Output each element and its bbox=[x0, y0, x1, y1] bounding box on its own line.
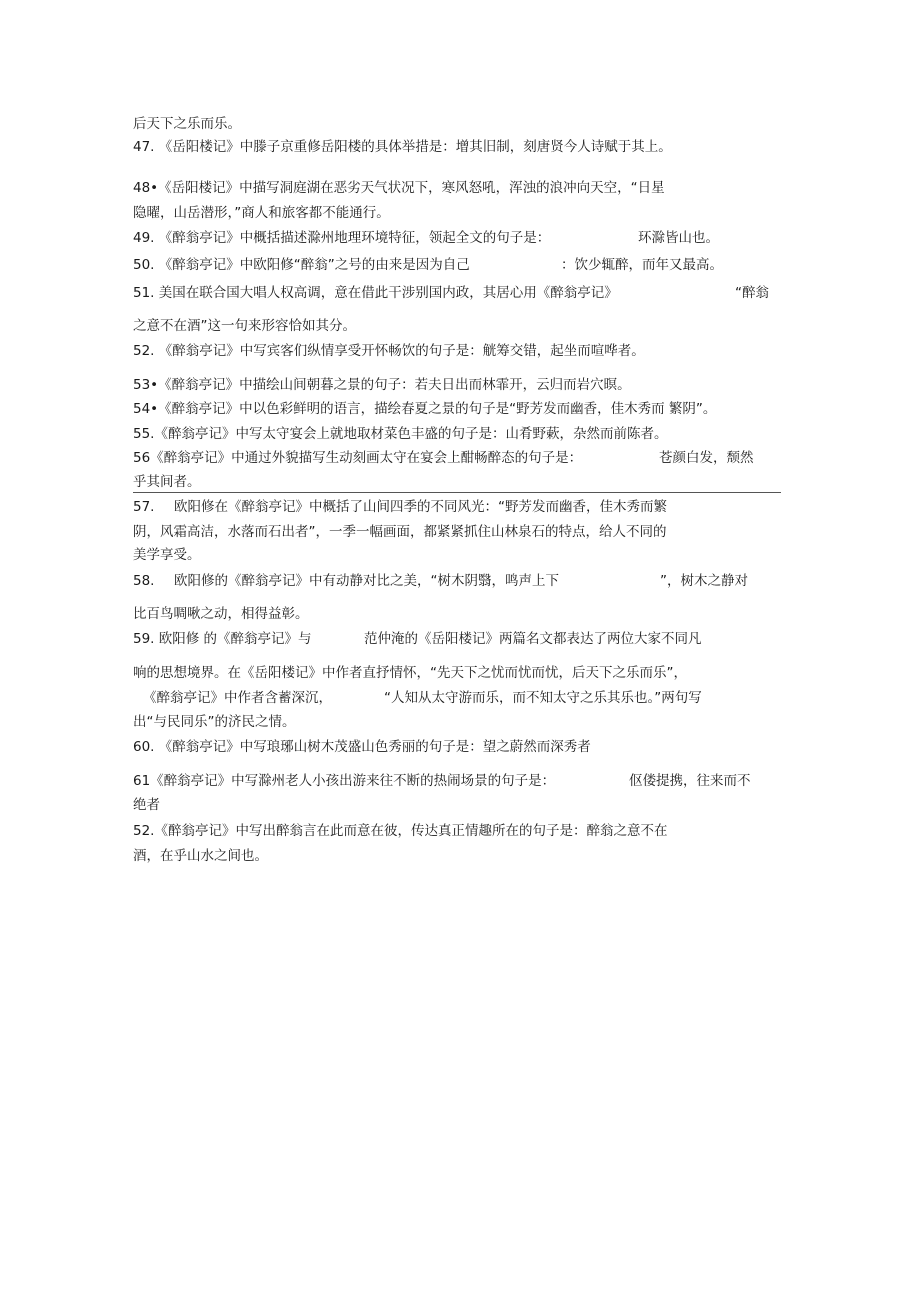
text-line bbox=[133, 343, 645, 359]
text-line-tail bbox=[364, 631, 702, 647]
text-line-tail bbox=[735, 285, 769, 301]
text-line-tail bbox=[638, 230, 719, 246]
line-text: 47. 《岳阳楼记》中滕子京重修岳阳楼的具体举措是：增其旧制，刻唐贤今人诗赋于其上。 bbox=[133, 139, 672, 155]
line-text: 出“与民同乐”的济民之情。 bbox=[133, 714, 296, 730]
line-text: 52.《醉翁亭记》中写出醉翁言在此而意在彼，传达真正情趣所在的句子是：醉翁之意不在 bbox=[133, 823, 668, 839]
text-line-tail bbox=[384, 690, 702, 706]
line-text: 欧阳修的《醉翁亭记》中有动静对比之美，“树木阴翳，鸣声上下 bbox=[174, 573, 559, 589]
text-line bbox=[133, 773, 555, 789]
line-text: 《醉翁亭记》中作者含蓄深沉， bbox=[143, 690, 332, 706]
item-number: 58. bbox=[133, 573, 155, 589]
line-text: 欧阳修在《醉翁亭记》中概括了山间四季的不同风光：“野芳发而幽香，佳木秀而繁 bbox=[174, 499, 667, 515]
text-line bbox=[133, 116, 241, 132]
line-text: 59. 欧阳修 的《醉翁亭记》与 bbox=[133, 631, 312, 647]
text-line bbox=[133, 547, 201, 563]
text-line bbox=[133, 631, 312, 647]
text-line bbox=[133, 573, 154, 589]
text-line bbox=[133, 257, 470, 273]
text-line bbox=[133, 797, 160, 813]
text-line-tail bbox=[660, 573, 748, 589]
line-text: 54•《醉翁亭记》中以色彩鲜明的语言，描绘春夏之景的句子是“野芳发而幽香，佳木秀而 繁阴”。 bbox=[133, 401, 717, 417]
line-text: 48•《岳阳楼记》中描写洞庭湖在恶劣天气状况下，寒风怒吼，浑浊的浪冲向天空，“日星 bbox=[133, 180, 665, 196]
line-text: 后天下之乐而乐。 bbox=[133, 116, 241, 132]
line-text: 50. 《醉翁亭记》中欧阳修“醉翁”之号的由来是因为自己 bbox=[133, 257, 470, 273]
text-line bbox=[133, 665, 687, 681]
text-line bbox=[133, 606, 309, 622]
line-text: 乎其间者。 bbox=[133, 474, 201, 490]
line-text: 55.《醉翁亭记》中写太守宴会上就地取材菜色丰盛的句子是：山肴野蔌，杂然而前陈者。 bbox=[133, 426, 668, 442]
text-line bbox=[133, 285, 618, 301]
text-line bbox=[133, 739, 591, 755]
line-text: 53•《醉翁亭记》中描绘山间朝暮之景的句子：若夫日出而林霏开，云归而岩穴暝。 bbox=[133, 377, 631, 393]
text-line bbox=[133, 318, 356, 334]
line-text: 56《醉翁亭记》中通过外貌描写生动刻画太守在宴会上酣畅醉态的句子是： bbox=[133, 450, 583, 466]
text-line bbox=[133, 180, 665, 196]
text-line bbox=[174, 573, 559, 589]
line-text: 酒，在乎山水之间也。 bbox=[133, 848, 268, 864]
line-text: 伛偻提携，往来而不 bbox=[629, 773, 751, 789]
line-text: 之意不在酒”这一句来形容恰如其分。 bbox=[133, 318, 356, 334]
text-line bbox=[133, 230, 550, 246]
text-line bbox=[143, 690, 332, 706]
line-text: 49. 《醉翁亭记》中概括描述滁州地理环境特征，领起全文的句子是： bbox=[133, 230, 551, 246]
text-line bbox=[174, 499, 667, 515]
text-line bbox=[133, 499, 154, 515]
text-line bbox=[133, 426, 667, 442]
text-line-tail bbox=[629, 773, 751, 789]
text-line bbox=[133, 401, 716, 417]
text-line bbox=[133, 450, 582, 466]
line-text: 60. 《醉翁亭记》中写琅琊山树木茂盛山色秀丽的句子是：望之蔚然而深秀者 bbox=[133, 739, 591, 755]
line-text: 苍颜白发，颓然 bbox=[659, 450, 754, 466]
horizontal-rule bbox=[133, 492, 781, 493]
line-text: 52. 《醉翁亭记》中写宾客们纵情享受开怀畅饮的句子是：觥筹交错，起坐而喧哗者。 bbox=[133, 343, 645, 359]
line-text: “醉翁 bbox=[735, 285, 769, 301]
item-number: 57. bbox=[133, 499, 155, 515]
line-text: 环滁皆山也。 bbox=[638, 230, 719, 246]
line-text: 美学享受。 bbox=[133, 547, 201, 563]
text-line bbox=[133, 524, 667, 540]
line-text: ”，树木之静对 bbox=[660, 573, 748, 589]
line-text: 响的思想境界。在《岳阳楼记》中作者直抒情怀，“先天下之忧而忧而忧，后天下之乐而乐”， bbox=[133, 665, 687, 681]
text-line bbox=[133, 139, 672, 155]
line-text: 51. 美国在联合国大唱人权高调，意在借此干涉别国内政，其居心用《醉翁亭记》 bbox=[133, 285, 618, 301]
text-line-tail bbox=[561, 257, 723, 273]
text-line bbox=[133, 474, 201, 490]
line-text: “人知从太守游而乐，而不知太守之乐其乐也。”两句写 bbox=[384, 690, 702, 706]
line-text: 隐曜，山岳潜形，”商人和旅客都不能通行。 bbox=[133, 205, 390, 221]
text-line bbox=[133, 823, 667, 839]
text-line bbox=[133, 848, 268, 864]
text-line bbox=[133, 377, 631, 393]
line-text: 61《醉翁亭记》中写滁州老人小孩出游来往不断的热闹场景的句子是： bbox=[133, 773, 556, 789]
line-text: 范仲淹的《岳阳楼记》两篇名文都表达了两位大家不同凡 bbox=[364, 631, 702, 647]
line-text: 阴，风霜高洁，水落而石出者”，一季一幅画面，都紧紧抓住山林泉石的特点，给人不同的 bbox=[133, 524, 667, 540]
line-text: ：饮少辄醉，而年又最高。 bbox=[561, 257, 723, 273]
text-line bbox=[133, 714, 296, 730]
text-line-tail bbox=[659, 450, 754, 466]
line-text: 绝者 bbox=[133, 797, 160, 813]
text-line bbox=[133, 205, 390, 221]
line-text: 比百鸟啁啾之动，相得益彰。 bbox=[133, 606, 309, 622]
